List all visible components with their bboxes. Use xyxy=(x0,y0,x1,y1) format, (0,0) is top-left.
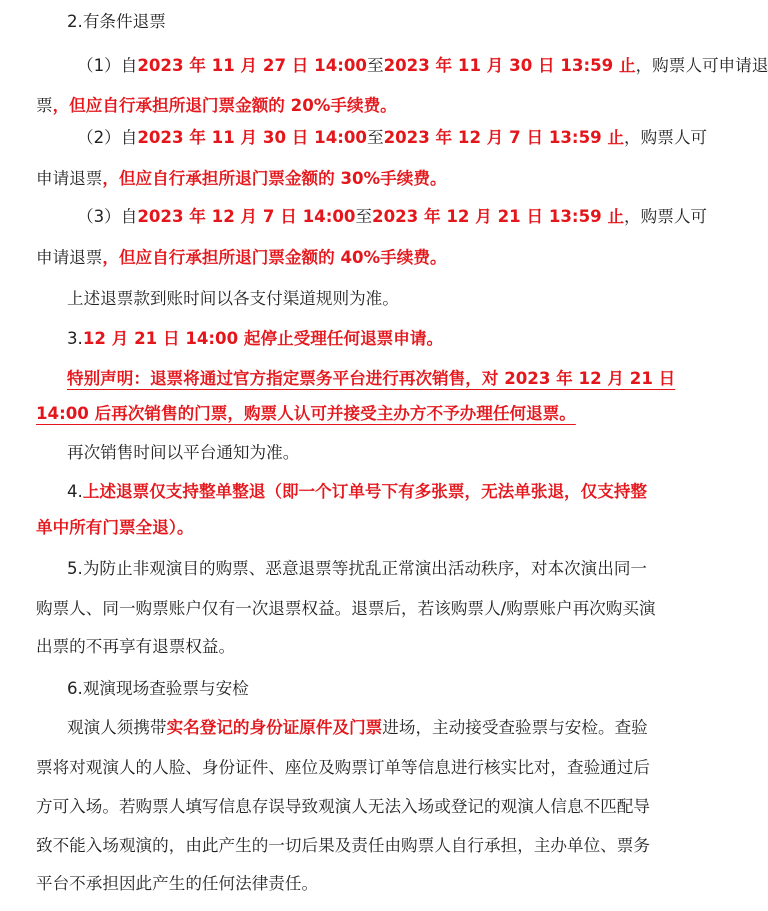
section-5-line-2: 购票人、同一购票账户仅有一次退票权益。退票后，若该购票人/购票账户再次购买演 xyxy=(36,599,656,618)
section-6-heading: 6.观演现场查验票与安检 xyxy=(67,679,249,698)
section-2-heading: 2.有条件退票 xyxy=(67,12,166,31)
section-4-line-1: 4.上述退票仅支持整单整退（即一个订单号下有多张票，无法单张退，仅支持整 xyxy=(67,482,648,501)
clause-1-line-1: （1）自2023 年 11 月 27 日 14:00至2023 年 11 月 30 日 13:59 止，购票人可申请退 xyxy=(77,56,768,75)
section-6-line-3: 方可入场。若购票人填写信息存误导致观演人无法入场或登记的观演人信息不匹配导 xyxy=(36,797,650,816)
resale-notice: 再次销售时间以平台通知为准。 xyxy=(67,443,300,462)
refund-timing-note: 上述退票款到账时间以各支付渠道规则为准。 xyxy=(67,289,399,308)
section-5-line-3: 出票的不再享有退票权益。 xyxy=(36,637,236,656)
special-statement-line-2: 14:00 后再次销售的门票，购票人认可并接受主办方不予办理任何退票。 xyxy=(36,404,576,423)
clause-1-line-2: 票，但应自行承担所退门票金额的 20%手续费。 xyxy=(36,96,397,115)
section-5-line-1: 5.为防止非观演目的购票、恶意退票等扰乱正常演出活动秩序，对本次演出同一 xyxy=(67,559,648,578)
section-6-line-4: 致不能入场观演的，由此产生的一切后果及责任由购票人自行承担，主办单位、票务 xyxy=(36,836,650,855)
clause-3-line-1: （3）自2023 年 12 月 7 日 14:00至2023 年 12 月 21 日 13:59 止，购票人可 xyxy=(77,207,708,226)
clause-3-line-2: 申请退票，但应自行承担所退门票金额的 40%手续费。 xyxy=(36,248,447,267)
special-statement-line-1: 特别声明：退票将通过官方指定票务平台进行再次销售，对 2023 年 12 月 21 日 xyxy=(67,369,676,388)
section-6-line-1: 观演人须携带实名登记的身份证原件及门票进场，主动接受查验票与安检。查验 xyxy=(67,718,648,737)
clause-2-line-2: 申请退票，但应自行承担所退门票金额的 30%手续费。 xyxy=(36,169,447,188)
section-6-line-2: 票将对观演人的人脸、身份证件、座位及购票订单等信息进行核实比对，查验通过后 xyxy=(36,758,650,777)
section-3: 3.12 月 21 日 14:00 起停止受理任何退票申请。 xyxy=(67,329,444,348)
section-6-line-5: 平台不承担因此产生的任何法律责任。 xyxy=(36,874,319,893)
section-4-line-2: 单中所有门票全退）。 xyxy=(36,518,194,537)
clause-2-line-1: （2）自2023 年 11 月 30 日 14:00至2023 年 12 月 7 日 13:59 止，购票人可 xyxy=(77,128,708,147)
